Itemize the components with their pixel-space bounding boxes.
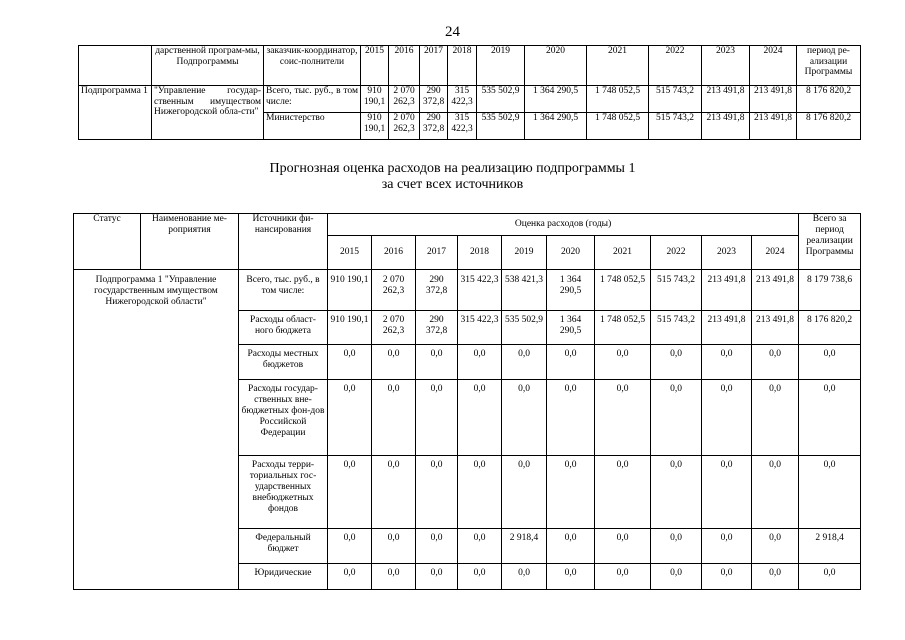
value-cell: 0,0: [799, 380, 861, 456]
value-cell: 1 364 290,5: [547, 270, 595, 311]
value-cell: 0,0: [458, 564, 502, 590]
value-cell: 0,0: [416, 380, 458, 456]
value-cell: 0,0: [752, 345, 799, 380]
row-label: Расходы местных бюджетов: [239, 345, 328, 380]
page-number: 24: [445, 24, 460, 40]
header-year: 2021: [595, 236, 651, 270]
value-cell: 0,0: [502, 345, 547, 380]
value-cell: 0,0: [502, 564, 547, 590]
row-label: Расходы терри-ториальных гос-ударственных внебюджетных фондов: [239, 456, 328, 529]
value-cell: 0,0: [595, 564, 651, 590]
value-cell: 0,0: [502, 456, 547, 529]
value-cell: 0,0: [458, 529, 502, 564]
top-value-cell: 1 364 290,5: [525, 113, 587, 140]
header-year: 2015: [328, 236, 372, 270]
main-table: [73, 213, 861, 590]
value-cell: 535 502,9: [502, 311, 547, 345]
header-name: Наименование ме-роприятия: [141, 214, 239, 270]
top-header-year: 2020: [525, 46, 587, 86]
value-cell: 0,0: [799, 345, 861, 380]
top-value-cell: 1 748 052,5: [587, 86, 649, 113]
row-label: Федеральный бюджет: [239, 529, 328, 564]
value-cell: 515 743,2: [651, 270, 702, 311]
value-cell: 213 491,8: [702, 270, 752, 311]
value-cell: 0,0: [328, 564, 372, 590]
row-label: Расходы област-ного бюджета: [239, 311, 328, 345]
value-cell: 910 190,1: [328, 270, 372, 311]
value-cell: 315 422,3: [458, 270, 502, 311]
value-cell: 0,0: [372, 456, 416, 529]
top-value-cell: 8 176 820,2: [797, 86, 861, 113]
value-cell: 2 918,4: [502, 529, 547, 564]
value-cell: 0,0: [651, 380, 702, 456]
section-title: [0, 161, 905, 193]
top-value-cell: 515 743,2: [649, 113, 702, 140]
value-cell: 0,0: [651, 564, 702, 590]
top-value-cell: 290 372,8: [420, 86, 448, 113]
value-cell: 0,0: [547, 529, 595, 564]
value-cell: 0,0: [416, 529, 458, 564]
top-value-cell: 213 491,8: [702, 113, 750, 140]
value-cell: 0,0: [702, 529, 752, 564]
top-value-cell: 535 502,9: [477, 86, 525, 113]
header-year: 2017: [416, 236, 458, 270]
top-value-cell: 910 190,1: [361, 86, 389, 113]
top-header-year: 2018: [448, 46, 477, 86]
top-value-cell: 2 070 262,3: [389, 86, 420, 113]
section-title-line-2: за счет всех источников: [381, 177, 524, 192]
top-header-status: [79, 46, 152, 86]
value-cell: 0,0: [651, 456, 702, 529]
value-cell: 0,0: [458, 345, 502, 380]
header-year: 2019: [502, 236, 547, 270]
top-header-year: 2023: [702, 46, 750, 86]
value-cell: 0,0: [651, 529, 702, 564]
top-header-name: дарственной програм-мы, Подпрограммы: [152, 46, 264, 86]
top-header-year: 2021: [587, 46, 649, 86]
header-year: 2024: [752, 236, 799, 270]
value-cell: 0,0: [372, 345, 416, 380]
top-header-total: период ре-ализации Программы: [797, 46, 861, 86]
value-cell: 315 422,3: [458, 311, 502, 345]
value-cell: 0,0: [328, 456, 372, 529]
value-cell: 0,0: [799, 456, 861, 529]
value-cell: 538 421,3: [502, 270, 547, 311]
top-value-cell: 8 176 820,2: [797, 113, 861, 140]
value-cell: 0,0: [752, 564, 799, 590]
table-row: [74, 270, 861, 311]
header-year: 2016: [372, 236, 416, 270]
top-value-cell: 515 743,2: [649, 86, 702, 113]
top-header-year: 2016: [389, 46, 420, 86]
top-value-cell: 535 502,9: [477, 113, 525, 140]
header-year: 2018: [458, 236, 502, 270]
value-cell: 0,0: [372, 529, 416, 564]
value-cell: 290 372,8: [416, 311, 458, 345]
top-value-cell: 213 491,8: [750, 86, 797, 113]
value-cell: 0,0: [458, 456, 502, 529]
top-status-cell: Подпрограмма 1: [79, 86, 152, 140]
value-cell: 0,0: [458, 380, 502, 456]
value-cell: 1 748 052,5: [595, 270, 651, 311]
top-value-cell: 1 364 290,5: [525, 86, 587, 113]
value-cell: 213 491,8: [752, 311, 799, 345]
value-cell: 0,0: [702, 564, 752, 590]
value-cell: 0,0: [752, 529, 799, 564]
value-cell: 0,0: [328, 380, 372, 456]
top-value-cell: 2 070 262,3: [389, 113, 420, 140]
row-label: Юридические: [239, 564, 328, 590]
header-year: 2023: [702, 236, 752, 270]
top-header-year: 2015: [361, 46, 389, 86]
value-cell: 0,0: [752, 380, 799, 456]
top-name-cell: "Управление государ-ственным имуществом Нижегородской обла-сти": [152, 86, 264, 140]
value-cell: 1 748 052,5: [595, 311, 651, 345]
value-cell: 8 176 820,2: [799, 311, 861, 345]
value-cell: 0,0: [416, 564, 458, 590]
top-value-cell: 910 190,1: [361, 113, 389, 140]
header-year: 2020: [547, 236, 595, 270]
value-cell: 0,0: [372, 564, 416, 590]
value-cell: 0,0: [595, 380, 651, 456]
value-cell: 0,0: [547, 456, 595, 529]
top-header-year: 2019: [477, 46, 525, 86]
top-value-cell: 315 422,3: [448, 113, 477, 140]
value-cell: 0,0: [702, 380, 752, 456]
value-cell: 0,0: [416, 456, 458, 529]
value-cell: 213 491,8: [702, 311, 752, 345]
value-cell: 0,0: [372, 380, 416, 456]
value-cell: 0,0: [328, 529, 372, 564]
value-cell: 0,0: [328, 345, 372, 380]
top-header-year: 2017: [420, 46, 448, 86]
value-cell: 290 372,8: [416, 270, 458, 311]
value-cell: 0,0: [595, 529, 651, 564]
value-cell: 0,0: [547, 345, 595, 380]
value-cell: 515 743,2: [651, 311, 702, 345]
top-table-header-row: [79, 46, 861, 86]
main-header-row: [74, 214, 861, 236]
header-status: Статус: [74, 214, 141, 270]
value-cell: 0,0: [702, 345, 752, 380]
value-cell: 0,0: [416, 345, 458, 380]
value-cell: 0,0: [702, 456, 752, 529]
header-estimate: Оценка расходов (годы): [328, 214, 799, 236]
value-cell: 0,0: [595, 345, 651, 380]
top-table-row-total: [79, 86, 861, 113]
value-cell: 2 070 262,3: [372, 270, 416, 311]
row-label: Расходы государ-ственных вне-бюджетных фон-дов Российской Федерации: [239, 380, 328, 456]
value-cell: 0,0: [799, 564, 861, 590]
top-row-label: Всего, тыс. руб., в том числе:: [264, 86, 361, 113]
header-total: Всего за период реализации Программы: [799, 214, 861, 270]
top-row-label: Министерство: [264, 113, 361, 140]
top-header-source: заказчик-координатор, соис-полнители: [264, 46, 361, 86]
top-header-year: 2022: [649, 46, 702, 86]
value-cell: 0,0: [547, 380, 595, 456]
top-value-cell: 213 491,8: [750, 113, 797, 140]
value-cell: 0,0: [595, 456, 651, 529]
value-cell: 8 179 738,6: [799, 270, 861, 311]
value-cell: 1 364 290,5: [547, 311, 595, 345]
header-source: Источники фи-нансирования: [239, 214, 328, 270]
value-cell: 910 190,1: [328, 311, 372, 345]
value-cell: 2 918,4: [799, 529, 861, 564]
top-value-cell: 315 422,3: [448, 86, 477, 113]
value-cell: 0,0: [752, 456, 799, 529]
value-cell: 213 491,8: [752, 270, 799, 311]
value-cell: 0,0: [547, 564, 595, 590]
top-table: [78, 45, 861, 140]
value-cell: 0,0: [502, 380, 547, 456]
top-value-cell: 290 372,8: [420, 113, 448, 140]
value-cell: 2 070 262,3: [372, 311, 416, 345]
header-year: 2022: [651, 236, 702, 270]
section-title-line-1: Прогнозная оценка расходов на реализацию подпрограммы 1: [269, 161, 636, 176]
top-value-cell: 213 491,8: [702, 86, 750, 113]
program-name-cell: Подпрограмма 1 "Управление государственным имуществом Нижегородской области": [74, 270, 239, 590]
top-header-year: 2024: [750, 46, 797, 86]
value-cell: 0,0: [651, 345, 702, 380]
top-value-cell: 1 748 052,5: [587, 113, 649, 140]
row-label: Всего, тыс. руб., в том числе:: [239, 270, 328, 311]
